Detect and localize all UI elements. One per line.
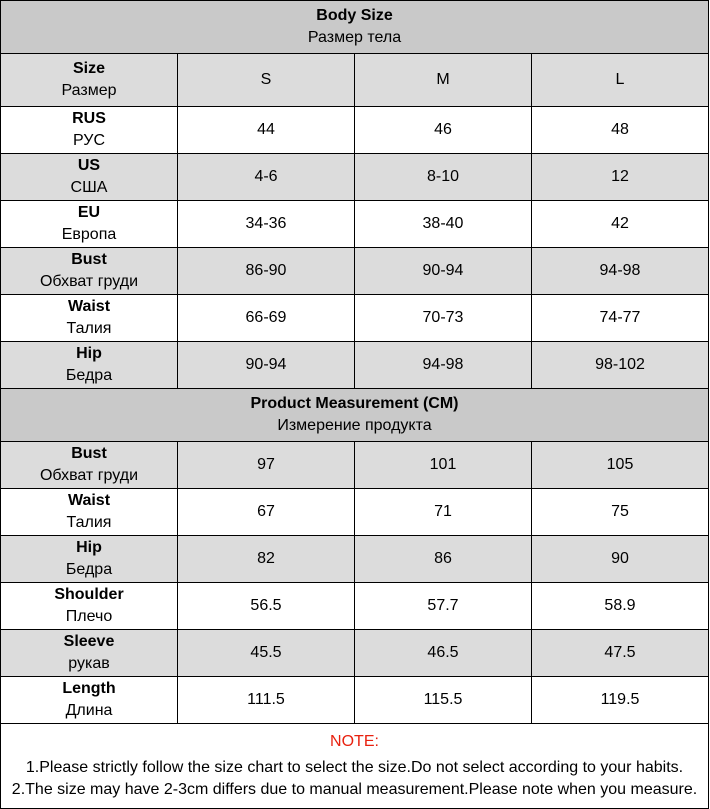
value-cell: 101 xyxy=(355,442,532,489)
row-label-cell xyxy=(1,442,178,489)
value-cell: 12 xyxy=(532,154,709,201)
product-measurement-header xyxy=(1,389,709,442)
product-measurement-subtitle: Измерение продукта xyxy=(277,417,432,434)
row-label-cell xyxy=(1,154,178,201)
row-label-ru: Обхват груди xyxy=(39,467,138,484)
table-row xyxy=(1,342,709,389)
row-label-ru: рукав xyxy=(68,655,110,672)
size-label-ru: Размер xyxy=(61,82,117,99)
note-line-2: 2.The size may have 2-3cm differs due to manual measurement.Please note when you measure. xyxy=(11,781,698,798)
value-cell: 90-94 xyxy=(355,248,532,295)
row-label-ru: Бедра xyxy=(65,561,113,578)
row-label-ru: Обхват груди xyxy=(39,273,138,290)
row-label: Hip xyxy=(76,345,102,362)
value-cell: 105 xyxy=(532,442,709,489)
table-row xyxy=(1,677,709,724)
value-cell: 90-94 xyxy=(178,342,355,389)
row-label-cell xyxy=(1,295,178,342)
value-cell: 98-102 xyxy=(532,342,709,389)
row-label: Waist xyxy=(67,298,111,315)
row-label-ru: Длина xyxy=(65,702,113,719)
row-label: Bust xyxy=(71,251,107,268)
value-cell: 56.5 xyxy=(178,583,355,630)
row-label-ru: Европа xyxy=(61,226,117,243)
value-cell: 94-98 xyxy=(355,342,532,389)
body-size-header-row xyxy=(1,1,709,54)
value-cell: 44 xyxy=(178,107,355,154)
row-label-cell xyxy=(1,536,178,583)
value-cell: 75 xyxy=(532,489,709,536)
value-cell: 46 xyxy=(355,107,532,154)
row-label-cell xyxy=(1,489,178,536)
row-label: Length xyxy=(62,680,116,697)
value-cell: 70-73 xyxy=(355,295,532,342)
table-row xyxy=(1,201,709,248)
size-label-cell xyxy=(1,54,178,107)
table-row xyxy=(1,107,709,154)
table-row xyxy=(1,630,709,677)
row-label-cell xyxy=(1,677,178,724)
value-cell: 86 xyxy=(355,536,532,583)
value-cell: 67 xyxy=(178,489,355,536)
row-label-cell xyxy=(1,107,178,154)
row-label-ru: Талия xyxy=(66,514,112,531)
value-cell: 94-98 xyxy=(532,248,709,295)
row-label: Hip xyxy=(76,539,102,556)
value-cell: 47.5 xyxy=(532,630,709,677)
row-label-ru: Плечо xyxy=(65,608,113,625)
row-label: EU xyxy=(77,204,101,221)
value-cell: 115.5 xyxy=(355,677,532,724)
size-label: Size xyxy=(72,60,105,77)
row-label: RUS xyxy=(72,110,106,127)
row-label-ru: Талия xyxy=(66,320,112,337)
row-label: Waist xyxy=(67,492,111,509)
table-row xyxy=(1,295,709,342)
table-row xyxy=(1,536,709,583)
size-m-cell: M xyxy=(355,54,532,107)
row-label: US xyxy=(77,157,101,174)
value-cell: 46.5 xyxy=(355,630,532,677)
value-cell: 74-77 xyxy=(532,295,709,342)
size-s-cell: S xyxy=(178,54,355,107)
row-label-ru: Бедра xyxy=(65,367,113,384)
row-label-cell xyxy=(1,201,178,248)
note-line-1: 1.Please strictly follow the size chart to select the size.Do not select according to your habits. xyxy=(25,759,684,776)
value-cell: 90 xyxy=(532,536,709,583)
product-measurement-header-row xyxy=(1,389,709,442)
value-cell: 82 xyxy=(178,536,355,583)
value-cell: 48 xyxy=(532,107,709,154)
size-header-row xyxy=(1,54,709,107)
note-title: NOTE: xyxy=(330,733,379,750)
row-label: Shoulder xyxy=(54,586,124,603)
size-l-cell: L xyxy=(532,54,709,107)
value-cell: 57.7 xyxy=(355,583,532,630)
row-label-cell xyxy=(1,583,178,630)
row-label: Sleeve xyxy=(63,633,115,650)
note-row xyxy=(1,724,709,809)
row-label-ru: США xyxy=(70,179,108,196)
body-size-header xyxy=(1,1,709,54)
value-cell: 58.9 xyxy=(532,583,709,630)
row-label: Bust xyxy=(71,445,107,462)
body-size-subtitle: Размер тела xyxy=(307,29,402,46)
value-cell: 34-36 xyxy=(178,201,355,248)
value-cell: 38-40 xyxy=(355,201,532,248)
row-label-ru: РУС xyxy=(72,132,106,149)
table-row xyxy=(1,248,709,295)
table-row xyxy=(1,489,709,536)
row-label-cell xyxy=(1,248,178,295)
row-label-cell xyxy=(1,630,178,677)
product-measurement-title: Product Measurement (CM) xyxy=(250,395,459,412)
value-cell: 8-10 xyxy=(355,154,532,201)
table-row xyxy=(1,154,709,201)
value-cell: 86-90 xyxy=(178,248,355,295)
value-cell: 66-69 xyxy=(178,295,355,342)
value-cell: 119.5 xyxy=(532,677,709,724)
value-cell: 111.5 xyxy=(178,677,355,724)
value-cell: 71 xyxy=(355,489,532,536)
note-cell xyxy=(1,724,709,809)
table-row xyxy=(1,442,709,489)
body-size-title: Body Size xyxy=(316,7,393,24)
value-cell: 45.5 xyxy=(178,630,355,677)
value-cell: 42 xyxy=(532,201,709,248)
table-row xyxy=(1,583,709,630)
value-cell: 4-6 xyxy=(178,154,355,201)
value-cell: 97 xyxy=(178,442,355,489)
row-label-cell xyxy=(1,342,178,389)
